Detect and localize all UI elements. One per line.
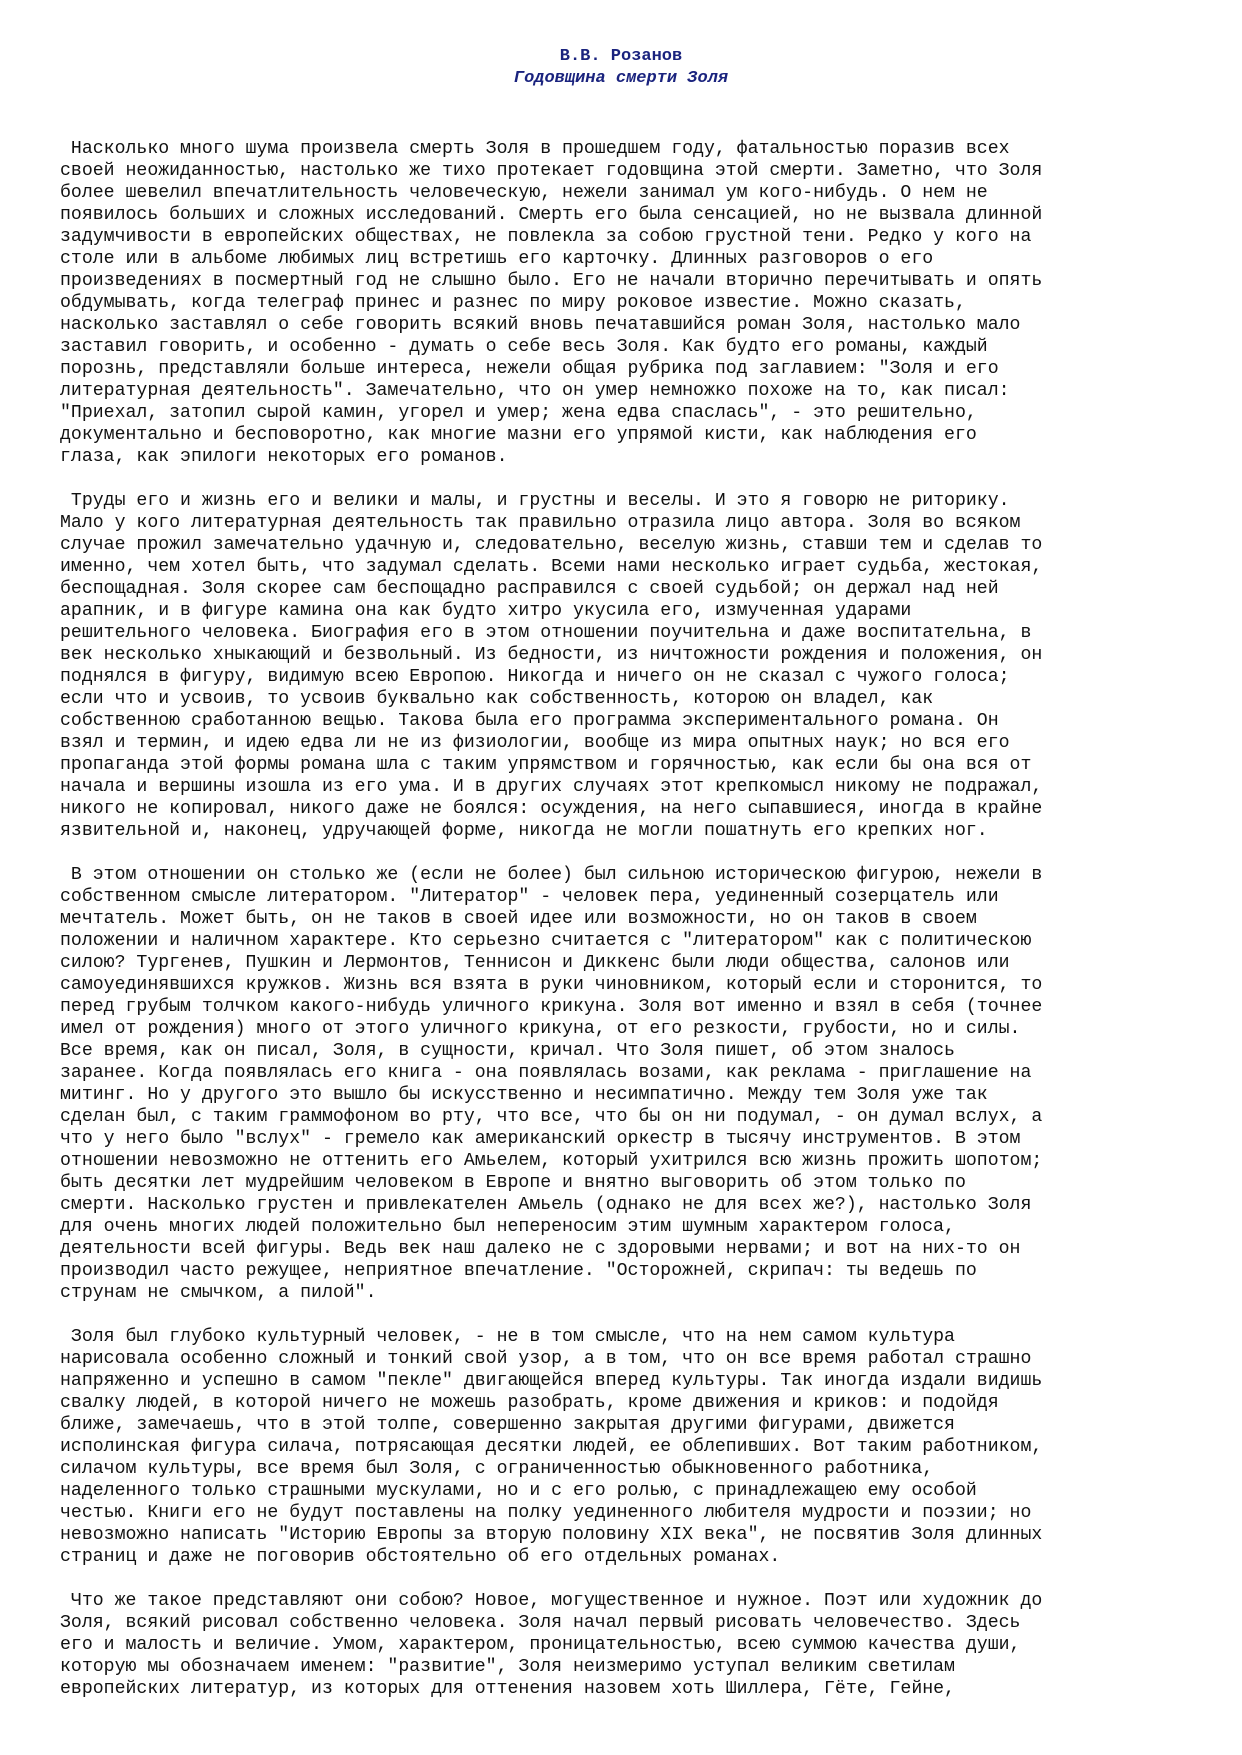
paragraph	[60, 1326, 1190, 1568]
text-line: мечтатель. Может быть, он не таков в своей идее или возможности, но он таков в своем	[60, 909, 977, 929]
text-line: свалку людей, в которой ничего не можешь разобрать, кроме движения и криков: и подойдя	[60, 1393, 999, 1413]
text-line: напряженно и успешно в самом "пекле" двигающейся вперед культуры. Так иногда издали видишь	[60, 1371, 1043, 1391]
text-line: невозможно написать "Историю Европы за вторую половину XIX века", не посвятив Золя длинных	[60, 1525, 1043, 1545]
text-line: производил часто режущее, неприятное впечатление. "Осторожней, скрипач: ты ведешь по	[60, 1261, 977, 1281]
text-line: его и малость и величие. Умом, характером, проницательностью, всею суммою качества души,	[60, 1635, 1021, 1655]
text-line: сделан был, с таким граммофоном во рту, что все, что бы он ни подумал, - он думал вслух, а	[60, 1107, 1043, 1127]
text-line: Золя, всякий рисовал собственно человека. Золя начал первый рисовать человечество. Здесь	[60, 1613, 1021, 1633]
text-line: Насколько много шума произвела смерть Золя в прошедшем году, фатальностью поразив всех	[60, 139, 1010, 159]
text-line: арапник, и в фигуре камина она как будто хитро укусила его, измученная ударами	[60, 601, 912, 621]
text-line: европейских литератур, из которых для оттенения назовем хоть Шиллера, Гёте, Гейне,	[60, 1679, 955, 1699]
text-line: честью. Книги его не будут поставлены на полку уединенного любителя мудрости и поэзии; но	[60, 1503, 1032, 1523]
text-line: перед грубым толчком какого-нибудь уличного крикуна. Золя вот именно и взял в себя (точнее	[60, 997, 1043, 1017]
text-line: наделенного только страшными мускулами, но и с его ролью, с принадлежащею ему особой	[60, 1481, 977, 1501]
text-line: нарисовала особенно сложный и тонкий свой узор, а в том, что он все время работал страшно	[60, 1349, 1032, 1369]
text-line: которую мы обозначаем именем: "развитие", Золя неизмеримо уступал великим светилам	[60, 1657, 955, 1677]
text-line: отношении невозможно не оттенить его Амьелем, который ухитрился всю жизнь прожить шопотом;	[60, 1151, 1043, 1171]
text-line: что у него было "вслух" - гремело как американский оркестр в тысячу инструментов. В этом	[60, 1129, 1021, 1149]
text-line: струнам не смычком, а пилой".	[60, 1283, 377, 1303]
text-line: Все время, как он писал, Золя, в сущности, кричал. Что Золя пишет, об этом зналось	[60, 1041, 955, 1061]
text-line: В этом отношении он столько же (если не более) был сильною историческою фигурою, нежели в	[60, 865, 1043, 885]
document-header	[0, 46, 1242, 90]
text-line: литературная деятельность". Замечательно, что он умер немножко похоже на то, как писал:	[60, 381, 1010, 401]
text-line: имел от рождения) много от этого уличного крикуна, от его резкости, грубости, но и силы.	[60, 1019, 1021, 1039]
text-line: обдумывать, когда телеграф принес и разнес по миру роковое известие. Можно сказать,	[60, 293, 966, 313]
text-line: силою? Тургенев, Пушкин и Лермонтов, Теннисон и Диккенс были люди общества, салонов или	[60, 953, 1010, 973]
text-line: столе или в альбоме любимых лиц встретишь его карточку. Длинных разговоров о его	[60, 249, 934, 269]
text-line: собственном смысле литератором. "Литератор" - человек пера, уединенный созерцатель или	[60, 887, 999, 907]
text-line: митинг. Но у другого это вышло бы искусственно и несимпатично. Между тем Золя уже так	[60, 1085, 988, 1105]
text-line: беспощадная. Золя скорее сам беспощадно расправился с своей судьбой; он держал над ней	[60, 579, 999, 599]
text-line: страниц и даже не поговорив обстоятельно об его отдельных романах.	[60, 1547, 781, 1567]
text-line: порознь, представляли больше интереса, нежели общая рубрика под заглавием: "Золя и его	[60, 359, 999, 379]
text-line: глаза, как эпилоги некоторых его романов.	[60, 447, 508, 467]
paragraph	[60, 1590, 1190, 1700]
text-line: задумчивости в европейских обществах, не повлекла за собою грустной тени. Редко у кого на	[60, 227, 1032, 247]
document-body	[60, 138, 1190, 1722]
text-line: никого не копировал, никого даже не боялся: осуждения, на него сыпавшиеся, иногда в крайне	[60, 799, 1043, 819]
text-line: смерти. Насколько грустен и привлекателен Амьель (однако не для всех же?), настолько Золя	[60, 1195, 1032, 1215]
text-line: для очень многих людей положительно был непереносим этим шумным характером голоса,	[60, 1217, 955, 1237]
text-line: самоуединявшихся кружков. Жизнь вся взята в руки чиновником, который если и сторонится, то	[60, 975, 1043, 995]
text-line: ближе, замечаешь, что в этой толпе, совершенно закрытая другими фигурами, движется	[60, 1415, 955, 1435]
text-line: век несколько хныкающий и безвольный. Из бедности, из ничтожности рождения и положения, он	[60, 645, 1043, 665]
text-line: именно, чем хотел быть, что задумал сделать. Всеми нами несколько играет судьба, жестокая,	[60, 557, 1043, 577]
text-line: деятельности всей фигуры. Ведь век наш далеко не с здоровыми нервами; и вот на них-то он	[60, 1239, 1021, 1259]
text-line: взял и термин, и идею едва ли не из физиологии, вообще из мира опытных наук; но вся его	[60, 733, 1010, 753]
text-line: быть десятки лет мудрейшим человеком в Европе и внятно выговорить об этом только по	[60, 1173, 966, 1193]
text-line: если что и усвоив, то усвоив буквально как собственность, которою он владел, как	[60, 689, 934, 709]
text-line: своей неожиданностью, настолько же тихо протекает годовщина этой смерти. Заметно, что Золя	[60, 161, 1043, 181]
text-line: положении и наличном характере. Кто серьезно считается с "литератором" как с политическою	[60, 931, 1032, 951]
author-name: В.В. Розанов	[559, 47, 683, 66]
text-line: случае прожил замечательно удачную и, следовательно, веселую жизнь, ставши тем и сделав то	[60, 535, 1043, 555]
text-line: пропаганда этой формы романа шла с таким упрямством и горячностью, как если бы она вся от	[60, 755, 1032, 775]
text-line: Золя был глубоко культурный человек, - не в том смысле, что на нем самом культура	[60, 1327, 955, 1347]
text-line: заставил говорить, и особенно - думать о себе весь Золя. Как будто его романы, каждый	[60, 337, 988, 357]
paragraph	[60, 864, 1190, 1304]
text-line: начала и вершины изошла из его ума. И в других случаях этот крепкомысл никому не подражал,	[60, 777, 1043, 797]
paragraph	[60, 138, 1190, 468]
text-line: насколько заставлял о себе говорить всякий вновь печатавшийся роман Золя, настолько мало	[60, 315, 1021, 335]
text-line: заранее. Когда появлялась его книга - она появлялась возами, как реклама - приглашение на	[60, 1063, 1032, 1083]
paragraph	[60, 490, 1190, 842]
text-line: собственною сработанною вещью. Такова была его программа экспериментального романа. Он	[60, 711, 999, 731]
text-line: Что же такое представляют они собою? Новое, могущественное и нужное. Поэт или художник до	[60, 1591, 1043, 1611]
text-line: "Приехал, затопил сырой камин, угорел и умер; жена едва спаслась", - это решительно,	[60, 403, 977, 423]
text-line: появилось больших и сложных исследований. Смерть его была сенсацией, но не вызвала длинной	[60, 205, 1043, 225]
document-title: Годовщина смерти Золя	[513, 69, 729, 88]
text-line: язвительной и, наконец, удручающей форме, никогда не могли пошатнуть его крепких ног.	[60, 821, 988, 841]
text-line: решительного человека. Биография его в этом отношении поучительна и даже воспитательна, в	[60, 623, 1032, 643]
text-line: произведениях в посмертный год не слышно было. Его не начали вторично перечитывать и опять	[60, 271, 1043, 291]
text-line: документально и бесповоротно, как многие мазни его упрямой кисти, как наблюдения его	[60, 425, 977, 445]
text-line: более шевелил впечатлительность человеческую, нежели занимал ум кого-нибудь. О нем не	[60, 183, 988, 203]
text-line: Труды его и жизнь его и велики и малы, и грустны и веселы. И это я говорю не риторику.	[60, 491, 1010, 511]
text-line: поднялся в фигуру, видимую всею Европою. Никогда и ничего он не сказал с чужого голоса;	[60, 667, 1010, 687]
text-line: исполинская фигура силача, потрясающая десятки людей, ее облепивших. Вот таким работником,	[60, 1437, 1043, 1457]
text-line: силачом культуры, все время был Золя, с ограниченностью обыкновенного работника,	[60, 1459, 934, 1479]
text-line: Мало у кого литературная деятельность так правильно отразила лицо автора. Золя во всяком	[60, 513, 1021, 533]
